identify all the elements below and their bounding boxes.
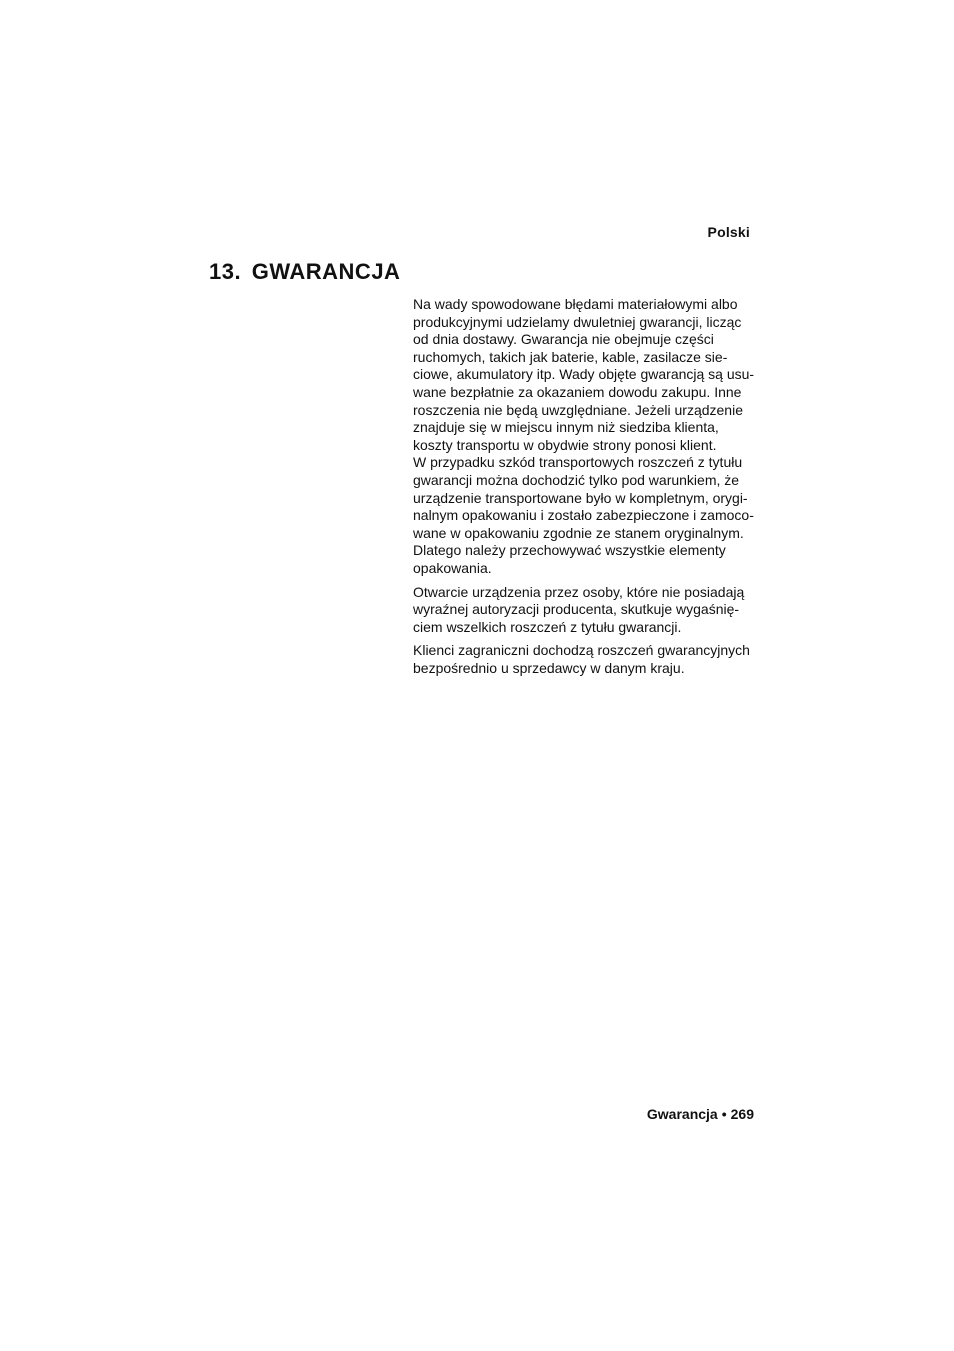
text-line: Otwarcie urządzenia przez osoby, które nie posiadają <box>413 583 745 600</box>
text-line: ruchomych, takich jak baterie, kable, zasilacze sie- <box>413 348 728 365</box>
text-line: gwarancji można dochodzić tylko pod warunkiem, że <box>413 471 740 488</box>
section-number: 13. <box>209 259 242 284</box>
text-line: od dnia dostawy. Gwarancja nie obejmuje części <box>413 331 714 348</box>
footer-section-name: Gwarancja <box>646 1106 718 1122</box>
text-line: Dlatego należy przechowywać wszystkie elementy <box>413 542 726 559</box>
text-line: nalnym opakowaniu i zostało zabezpieczone i zamoco- <box>413 507 754 524</box>
text-line: W przypadku szkód transportowych roszczeń z tytułu <box>413 454 743 471</box>
text-line: ciem wszelkich roszczeń z tytułu gwarancji. <box>413 618 682 635</box>
section-title: GWARANCJA <box>251 259 401 284</box>
text-line: produkcyjnymi udzielamy dwuletniej gwarancji, licząc <box>413 313 742 330</box>
paragraph-unauthorized-opening <box>413 584 755 637</box>
language-label: Polski <box>707 224 750 240</box>
text-line: wane w opakowaniu zgodnie ze stanem oryginalnym. <box>413 524 744 541</box>
text-line: urządzenie transportowane było w kompletnym, orygi- <box>413 489 748 506</box>
page-number: 269 <box>730 1106 754 1122</box>
text-line: wyraźnej autoryzacji producenta, skutkuje wygaśnię- <box>413 601 740 618</box>
footer-separator: • <box>721 1106 727 1122</box>
paragraph-foreign-customers <box>413 642 755 677</box>
text-line: roszczenia nie będą uwzględniane. Jeżeli urządzenie <box>413 401 743 418</box>
text-line: ciowe, akumulatory itp. Wady objęte gwarancją są usu- <box>413 366 755 383</box>
text-line: Klienci zagraniczni dochodzą roszczeń gwarancyjnych <box>413 642 750 659</box>
text-line: wane bezpłatnie za okazaniem dowodu zakupu. Inne <box>413 383 742 400</box>
text-line: opakowania. <box>413 559 492 576</box>
section-heading <box>209 259 400 285</box>
text-line: bezpośrednio u sprzedawcy w danym kraju. <box>413 659 685 676</box>
text-line: Na wady spowodowane błędami materiałowymi albo <box>413 296 738 312</box>
text-line: znajduje się w miejscu innym niż siedziba klienta, <box>413 419 719 436</box>
page-footer <box>647 1106 754 1122</box>
body-text <box>413 296 755 683</box>
text-line: koszty transportu w obydwie strony ponosi klient. <box>413 436 717 453</box>
paragraph-warranty-terms <box>413 296 755 578</box>
